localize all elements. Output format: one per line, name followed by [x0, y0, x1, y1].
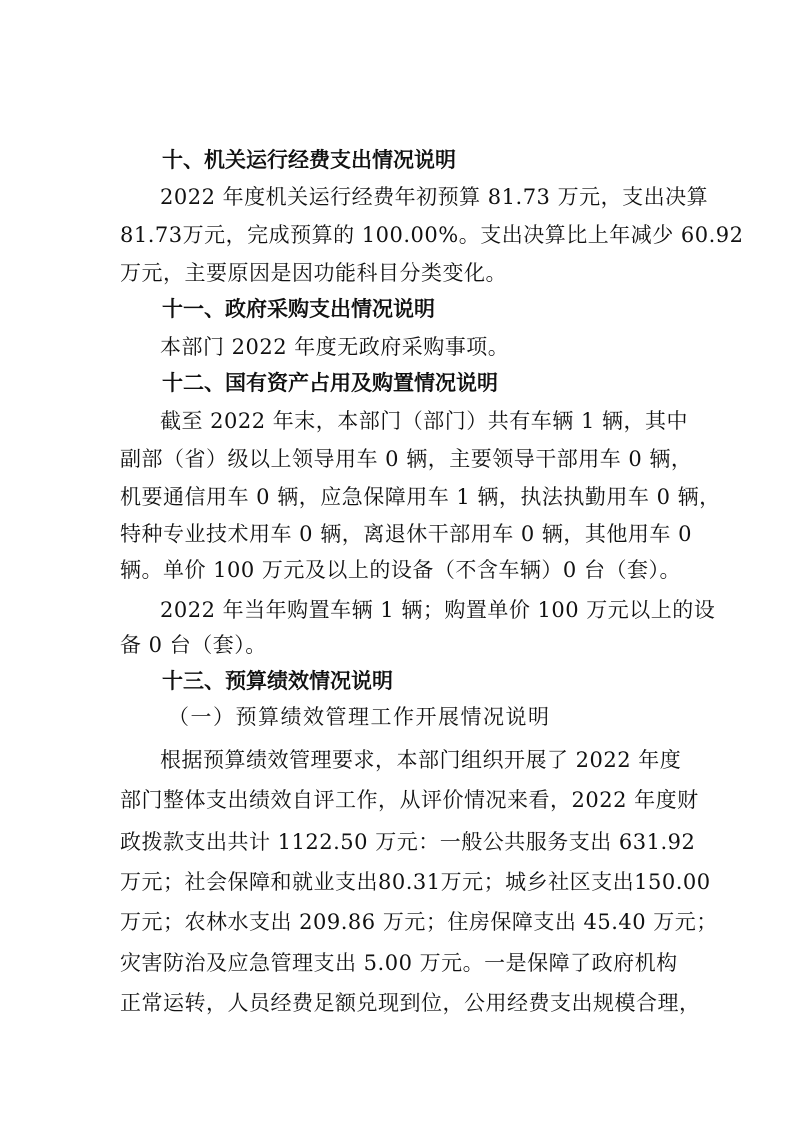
paragraph-line: 特种专业技术用车 0 辆，离退休干部用车 0 辆，其他用车 0	[120, 522, 692, 546]
paragraph-line: 万元；社会保障和就业支出80.31万元；城乡社区支出150.00	[120, 870, 711, 894]
subsection-heading: （一）预算绩效管理工作开展情况说明	[168, 705, 551, 729]
paragraph-line: 备 0 台（套）。	[120, 633, 267, 657]
section-heading: 十一、政府采购支出情况说明	[162, 297, 435, 321]
paragraph-line: 截至 2022 年末，本部门（部门）共有车辆 1 辆，其中	[160, 409, 689, 433]
paragraph-line: 灾害防治及应急管理支出 5.00 万元。一是保障了政府机构	[120, 951, 678, 975]
paragraph-line: 部门整体支出绩效自评工作，从评价情况来看，2022 年度财	[120, 788, 699, 812]
section-heading: 十、机关运行经费支出情况说明	[162, 148, 456, 172]
paragraph-line: 正常运转，人员经费足额兑现到位，公用经费支出规模合理，	[120, 991, 701, 1015]
paragraph-line: 81.73万元，完成预算的 100.00%。支出决算比上年减少 60.92	[120, 223, 744, 247]
paragraph-line: 万元，主要原因是因功能科目分类变化。	[120, 261, 507, 285]
paragraph-line: 本部门 2022 年度无政府采购事项。	[160, 335, 510, 359]
paragraph-line: 万元；农林水支出 209.86 万元；住房保障支出 45.40 万元；	[120, 910, 718, 934]
paragraph-line: 辆。单价 100 万元及以上的设备（不含车辆）0 台（套）。	[120, 558, 681, 582]
paragraph-line: 2022 年度机关运行经费年初预算 81.73 万元，支出决算	[160, 185, 709, 209]
paragraph-line: 机要通信用车 0 辆，应急保障用车 1 辆，执法执勤用车 0 辆，	[120, 485, 721, 509]
section-heading: 十三、预算绩效情况说明	[162, 669, 393, 693]
paragraph-line: 2022 年当年购置车辆 1 辆；购置单价 100 万元以上的设	[160, 598, 716, 622]
paragraph-line: 政拨款支出共计 1122.50 万元：一般公共服务支出 631.92	[120, 830, 696, 854]
paragraph-line: 副部（省）级以上领导用车 0 辆，主要领导干部用车 0 辆，	[120, 447, 693, 471]
section-heading: 十二、国有资产占用及购置情况说明	[162, 371, 498, 395]
paragraph-line: 根据预算绩效管理要求，本部门组织开展了 2022 年度	[160, 748, 682, 772]
